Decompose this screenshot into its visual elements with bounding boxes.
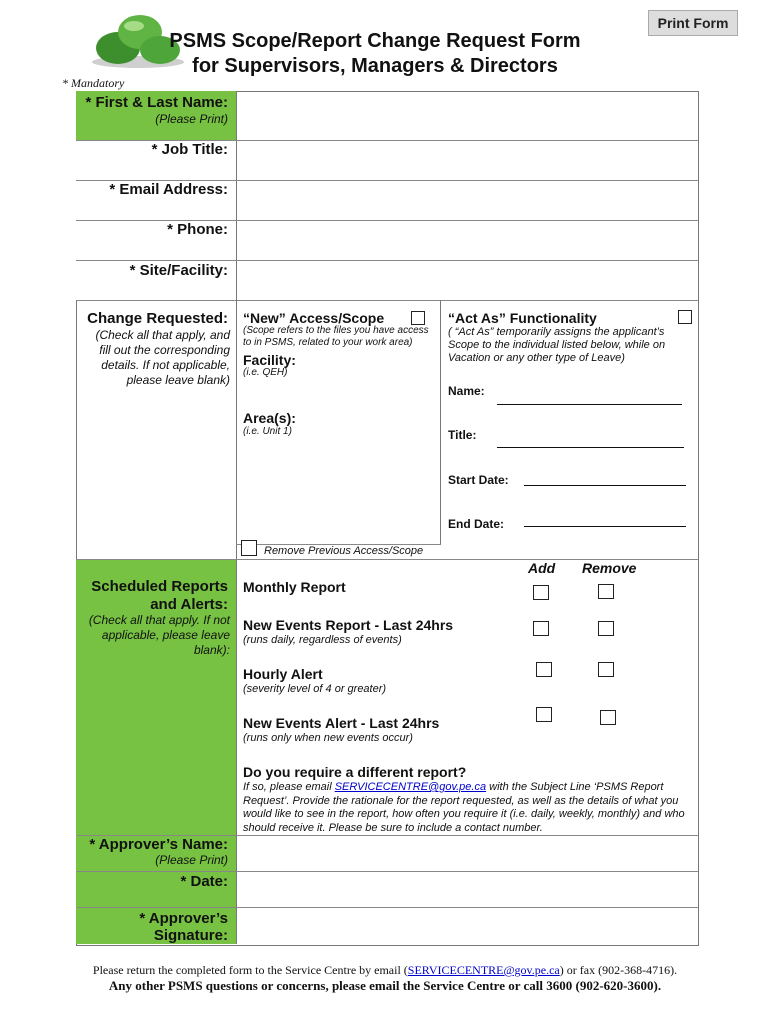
divider (76, 140, 698, 141)
report-hourly-add-checkbox[interactable] (536, 662, 552, 677)
date-label: * Date: (180, 873, 228, 890)
new-access-desc: (Scope refers to the files you have access to in PSMS, related to your work area) (243, 325, 429, 348)
facility-label: Facility: (243, 352, 296, 368)
new-access-title: “New” Access/Scope (243, 310, 385, 326)
different-report-pre: If so, please email (243, 781, 335, 793)
report-hourly-remove-checkbox[interactable] (598, 662, 614, 677)
divider (76, 300, 698, 301)
facility-input[interactable] (243, 380, 433, 406)
site-input[interactable] (236, 261, 700, 299)
act-as-checkbox[interactable] (678, 310, 692, 324)
report-new-alert-remove-checkbox[interactable] (600, 710, 616, 725)
divider (236, 300, 237, 560)
divider (76, 180, 698, 181)
signature-input[interactable] (236, 908, 700, 943)
footer-post: ) or fax (902-368-4716). (559, 963, 678, 977)
phone-label: * Phone: (167, 221, 228, 238)
facility-hint: (i.e. QEH) (243, 367, 288, 378)
report-monthly-add-checkbox[interactable] (533, 585, 549, 600)
email-input[interactable] (236, 181, 700, 219)
different-report-post: with the Subject Line ‘PSMS Report Request’. Provide the rationale for the report requested, as well as the details of what you would like to see in the report, how often you require it (i.e. daily, weekly, monthly) and who should receive it. Please be sure to include a contact number. (243, 781, 685, 834)
reports-sub: (Check all that apply. If not applicable, please leave blank): (88, 613, 230, 657)
divider (76, 260, 698, 261)
act-as-name-line[interactable] (497, 404, 682, 405)
different-report-title: Do you require a different report? (243, 764, 467, 780)
name-sub: (Please Print) (155, 112, 228, 126)
report-new-events-remove-checkbox[interactable] (598, 621, 614, 636)
report-new-events-name: New Events Report - Last 24hrs (243, 617, 454, 633)
report-hourly-desc: (severity level of 4 or greater) (243, 683, 387, 695)
add-header: Add (528, 560, 556, 576)
reports-label-line1: Scheduled Reports (91, 578, 228, 595)
approver-name-sub: (Please Print) (155, 853, 228, 867)
act-as-end-label: End Date: (448, 517, 505, 531)
divider (236, 91, 237, 301)
job-title-input[interactable] (236, 141, 700, 179)
areas-input[interactable] (243, 440, 433, 530)
report-hourly-name: Hourly Alert (243, 666, 323, 682)
footer-pre: Please return the completed form to the Service Centre by email ( (92, 963, 408, 977)
phone-input[interactable] (236, 221, 700, 259)
report-monthly-remove-checkbox[interactable] (598, 584, 614, 599)
report-new-alert-desc: (runs only when new events occur) (243, 732, 413, 744)
page-subtitle: for Supervisors, Managers & Directors (192, 55, 558, 77)
print-form-button[interactable]: Print Form (648, 10, 738, 36)
date-input[interactable] (236, 872, 700, 906)
act-as-title-label: Title: (448, 428, 477, 442)
change-requested-label: Change Requested: (87, 310, 228, 327)
act-as-name-label: Name: (448, 384, 485, 398)
act-as-title-line[interactable] (497, 447, 684, 448)
act-as-title: “Act As” Functionality (448, 310, 597, 326)
footer-line1 (0, 963, 770, 978)
name-input[interactable] (236, 92, 700, 139)
report-new-events-desc: (runs daily, regardless of events) (243, 634, 402, 646)
report-new-events-add-checkbox[interactable] (533, 621, 549, 636)
name-label: * First & Last Name: (85, 94, 228, 111)
site-label: * Site/Facility: (129, 262, 228, 279)
mandatory-note: * Mandatory (62, 76, 125, 90)
act-as-start-label: Start Date: (448, 473, 509, 487)
areas-hint: (i.e. Unit 1) (243, 426, 292, 437)
footer-line2: Any other PSMS questions or concerns, please email the Service Centre or call 3600 (902-620-3600). (108, 978, 662, 993)
different-report-text (243, 781, 688, 835)
signature-label-line2: Signature: (153, 927, 228, 944)
divider (76, 220, 698, 221)
footer-email-link[interactable]: SERVICECENTRE@gov.pe.ca (407, 963, 560, 977)
report-monthly-name: Monthly Report (243, 579, 346, 595)
approver-name-label: * Approver’s Name: (89, 836, 228, 853)
new-access-checkbox[interactable] (411, 311, 425, 325)
act-as-end-line[interactable] (524, 526, 686, 527)
remove-access-checkbox[interactable] (241, 540, 257, 556)
signature-label-line1: * Approver’s (139, 910, 228, 927)
act-as-start-line[interactable] (524, 485, 686, 486)
reports-label-line2: and Alerts: (150, 596, 228, 613)
page-title: PSMS Scope/Report Change Request Form (169, 30, 581, 52)
remove-header: Remove (582, 560, 637, 576)
remove-access-label: Remove Previous Access/Scope (264, 545, 424, 557)
act-as-desc: ( “Act As” temporarily assigns the applicant’s Scope to the individual listed below, while on Vacation or any other type of Leave) (448, 326, 666, 364)
service-centre-email-link[interactable]: SERVICECENTRE@gov.pe.ca (334, 781, 487, 793)
approver-name-input[interactable] (236, 836, 700, 870)
change-requested-sub: (Check all that apply, and fill out the corresponding details. If not applicable, please leave blank) (95, 328, 230, 387)
divider (440, 300, 441, 545)
report-new-alert-add-checkbox[interactable] (536, 707, 552, 722)
areas-label: Area(s): (243, 410, 296, 426)
job-title-label: * Job Title: (151, 141, 228, 158)
report-new-alert-name: New Events Alert - Last 24hrs (243, 715, 440, 731)
email-label: * Email Address: (109, 181, 228, 198)
